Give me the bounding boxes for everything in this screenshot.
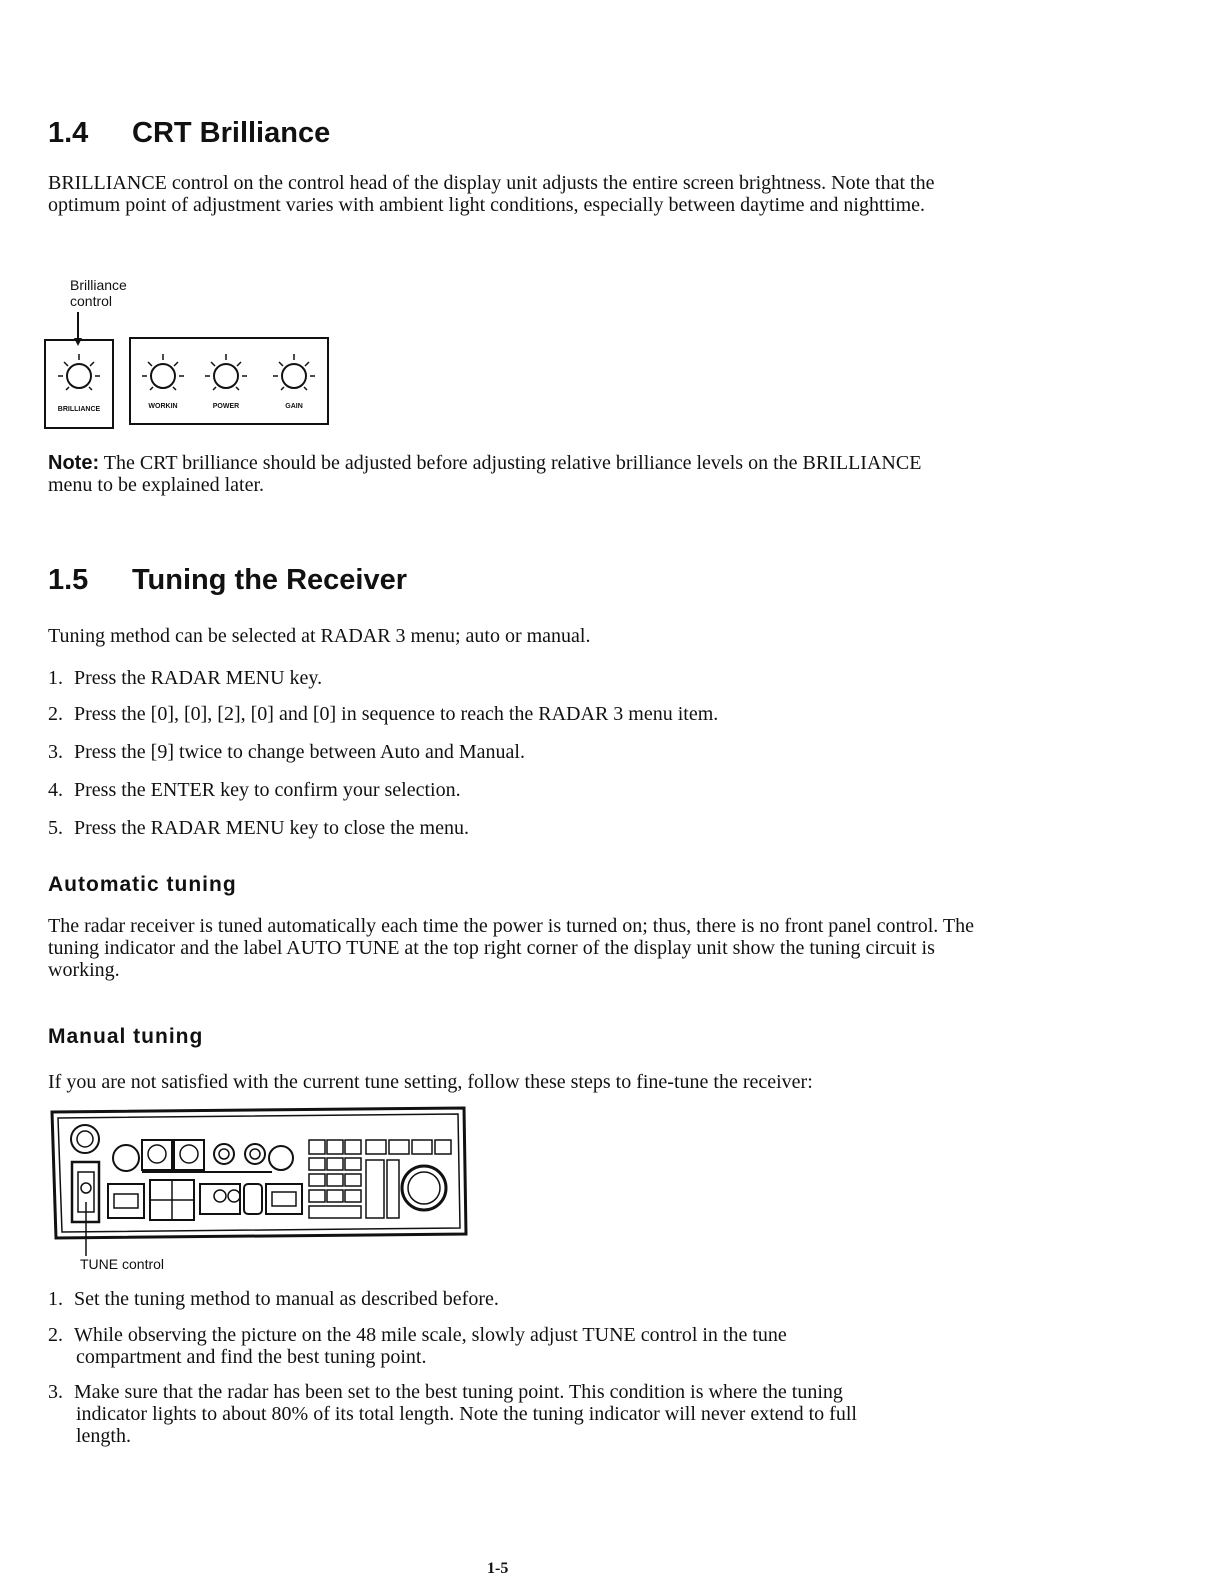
- list-item: 4. Press the ENTER key to confirm your selection.: [48, 779, 461, 801]
- control-head-diagram: [44, 1106, 470, 1256]
- knob-label-gain: GAIN: [285, 403, 303, 410]
- automatic-tuning-paragraph: The radar receiver is tuned automatically each time the power is turned on; thus, there is no front panel control. The tuning indicator and the label AUTO TUNE at the top right corner of the display unit show the tuning circuit is working.: [48, 915, 974, 981]
- knob-icon: [58, 354, 100, 390]
- note-text: The CRT brilliance should be adjusted before adjusting relative brilliance levels on the BRILLIANCE menu to be explained later.: [48, 452, 922, 496]
- manual-tuning-heading: Manual tuning: [48, 1025, 204, 1048]
- list-item: 1. Press the RADAR MENU key.: [48, 667, 323, 689]
- section-1-5-heading: [48, 564, 407, 597]
- brilliance-diagram: [40, 310, 340, 435]
- list-item: 2. While observing the picture on the 48 mile scale, slowly adjust TUNE control in the tune compartment and find the best tuning point.: [48, 1324, 787, 1368]
- section-title: CRT Brilliance: [132, 117, 331, 149]
- brilliance-note: [48, 452, 948, 496]
- section-1-4-paragraph: BRILLIANCE control on the control head of the display unit adjusts the entire screen brightness. Note that the optimum point of adjustment varies with ambient light conditions, especially between daytime and nighttime.: [48, 172, 935, 216]
- section-number: 1.4: [48, 117, 89, 149]
- page-number: 1-5: [487, 1560, 509, 1577]
- section-title: Tuning the Receiver: [132, 564, 408, 596]
- note-label: Note:: [48, 452, 100, 474]
- manual-tuning-paragraph: If you are not satisfied with the current tune setting, follow these steps to fine-tune the receiver:: [48, 1071, 813, 1093]
- brilliance-callout-label: Brilliance control: [70, 277, 127, 309]
- tune-control-callout: TUNE control: [80, 1256, 165, 1272]
- list-item: 3. Press the [9] twice to change between Auto and Manual.: [48, 741, 525, 763]
- list-item: 2. Press the [0], [0], [2], [0] and [0] in sequence to reach the RADAR 3 menu item.: [48, 703, 719, 725]
- tuning-intro: Tuning method can be selected at RADAR 3 menu; auto or manual.: [48, 625, 591, 647]
- list-item: 5. Press the RADAR MENU key to close the menu.: [48, 817, 469, 839]
- section-1-4-heading: [48, 117, 330, 150]
- list-item: 1. Set the tuning method to manual as described before.: [48, 1288, 499, 1310]
- knob-label-brilliance: BRILLIANCE: [57, 406, 101, 413]
- knob-label-3: POWER: [212, 403, 240, 410]
- section-number: 1.5: [48, 564, 89, 596]
- automatic-tuning-heading: Automatic tuning: [48, 873, 237, 896]
- knob-label-2: WORKIN: [148, 403, 178, 410]
- list-item: 3. Make sure that the radar has been set to the best tuning point. This condition is where the tuning indicator lights to about 80% of its total length. Note the tuning indicator will never extend to full length.: [48, 1381, 857, 1447]
